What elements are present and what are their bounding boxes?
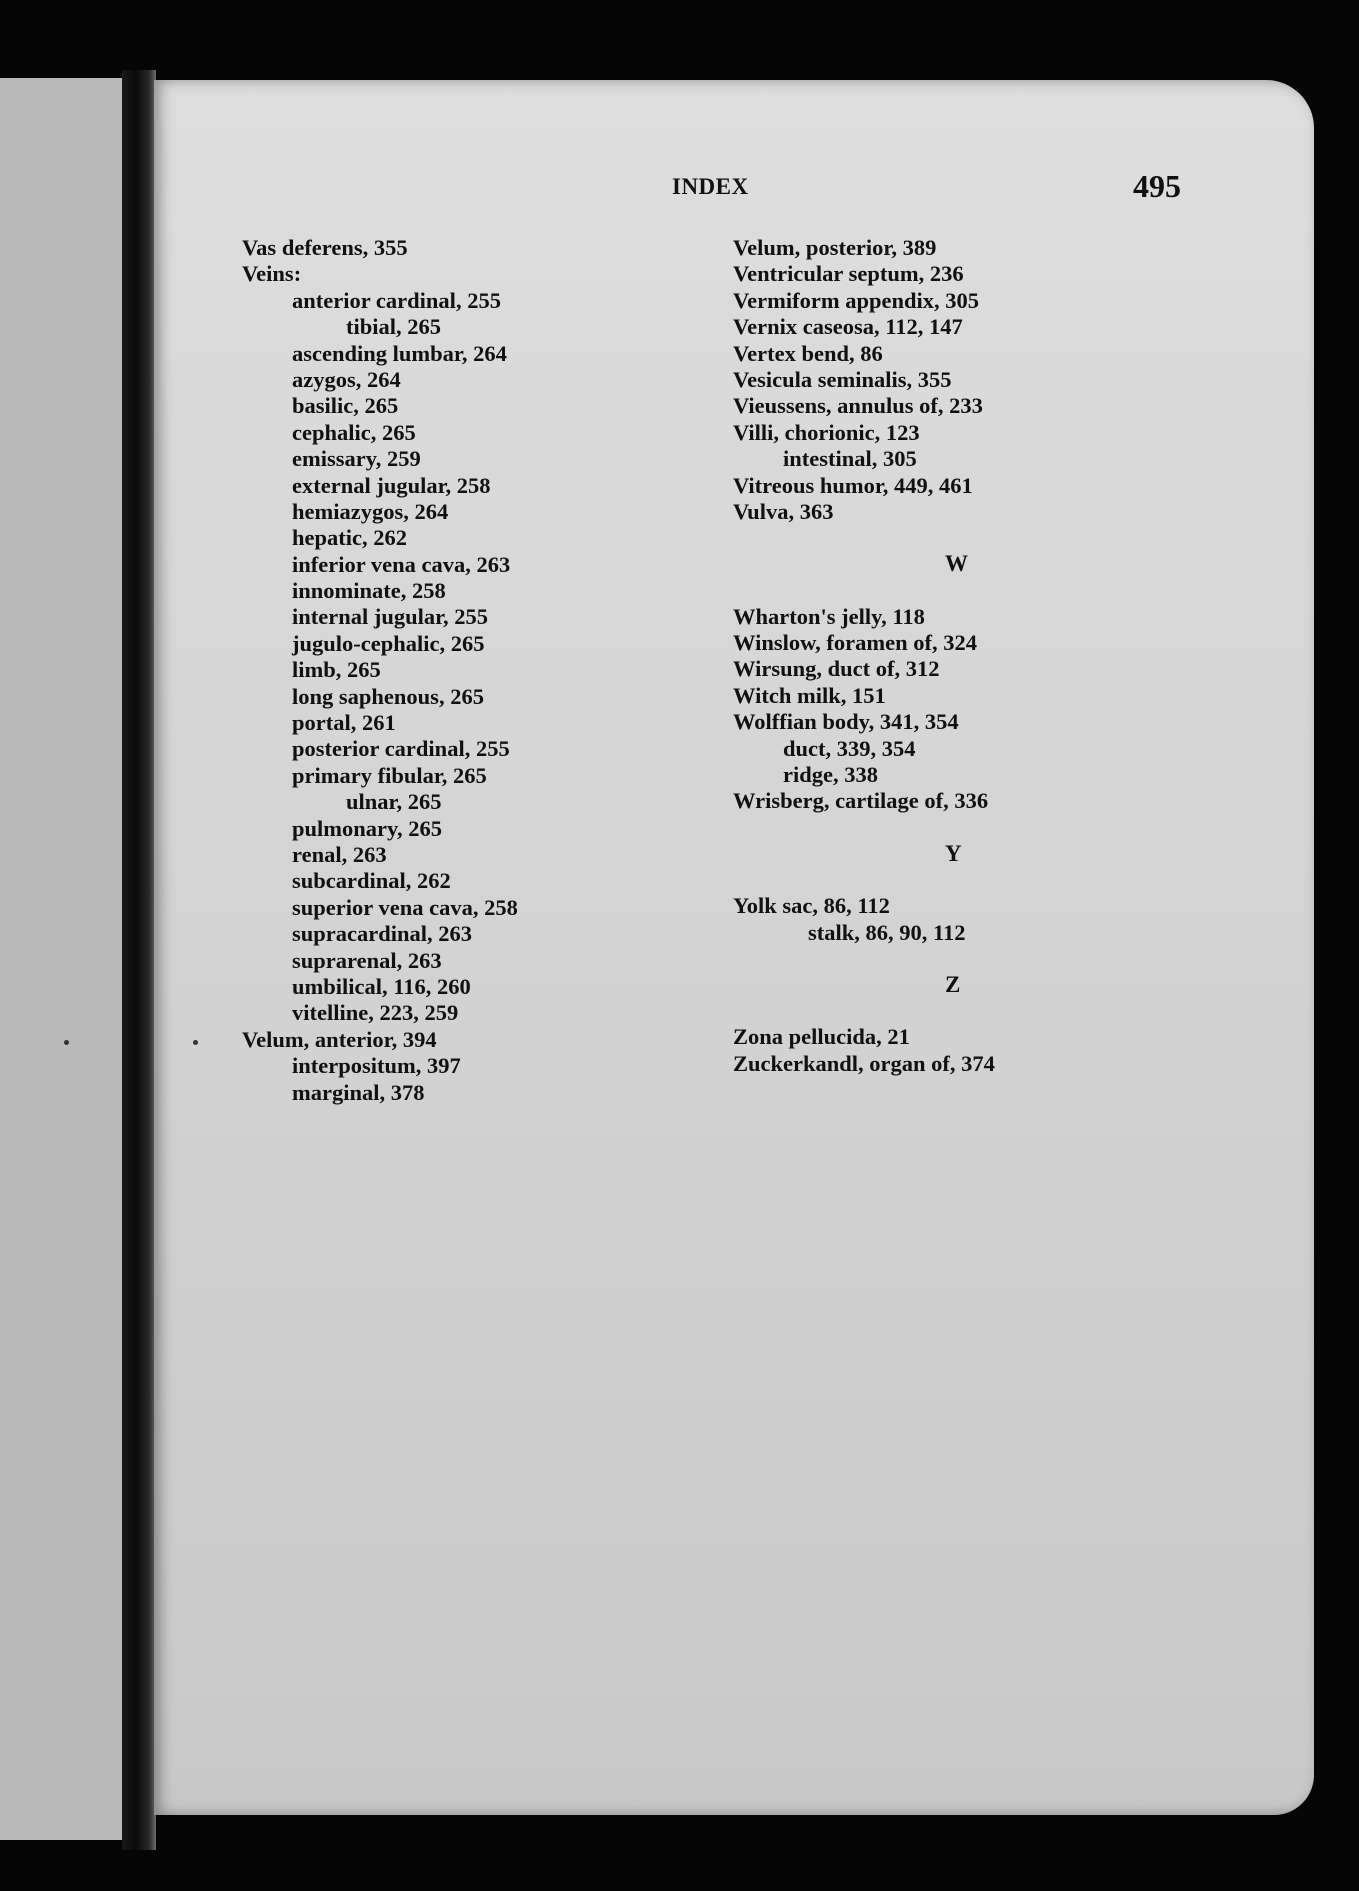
index-entry: Vas deferens, 355: [242, 235, 408, 260]
index-entry: Ventricular septum, 236: [733, 261, 964, 287]
index-entry: Witch milk, 151: [733, 682, 886, 708]
index-entry: long saphenous, 265: [292, 683, 484, 709]
page-number: 495: [1133, 168, 1181, 204]
index-entry: limb, 265: [292, 657, 381, 683]
index-entry: duct, 339, 354: [783, 735, 916, 761]
index-entry: marginal, 378: [292, 1079, 425, 1105]
index-entry: emissary, 259: [292, 446, 421, 472]
index-entry: inferior vena cava, 263: [292, 551, 511, 577]
index-entry: hepatic, 262: [292, 525, 407, 551]
index-entry: Zona pellucida, 21: [733, 1024, 910, 1050]
index-entry: superior vena cava, 258: [292, 894, 518, 920]
index-entry: innominate, 258: [292, 578, 446, 604]
page-title: INDEX: [672, 174, 749, 199]
section-letter: Z: [945, 971, 961, 997]
index-entry: portal, 261: [292, 710, 396, 736]
index-entry: Yolk sac, 86, 112: [733, 893, 890, 919]
index-entry: primary fibular, 265: [292, 762, 487, 788]
index-entry: renal, 263: [292, 841, 387, 867]
section-letter: W: [945, 551, 968, 577]
index-entry: ulnar, 265: [346, 789, 442, 815]
index-entry: Wolffian body, 341, 354: [733, 709, 959, 735]
index-entry: Veins:: [242, 261, 302, 287]
speck: [193, 1040, 198, 1045]
index-entry: intestinal, 305: [783, 446, 917, 472]
index-entry: stalk, 86, 90, 112: [808, 919, 966, 945]
facing-page-edge: [0, 78, 122, 1840]
index-entry: jugulo-cephalic, 265: [292, 630, 485, 656]
section-letter: Y: [945, 840, 962, 866]
index-entry: tibial, 265: [346, 314, 442, 340]
book-spine: [122, 70, 156, 1850]
index-entry: Winslow, foramen of, 324: [733, 630, 977, 656]
index-entry: Villi, chorionic, 123: [733, 419, 920, 445]
index-entry: Vermiform appendix, 305: [733, 287, 980, 313]
index-entry: anterior cardinal, 255: [292, 287, 501, 313]
index-entry: Vertex bend, 86: [733, 340, 883, 366]
index-entry: Velum, posterior, 389: [733, 235, 937, 260]
speck: [64, 1040, 69, 1045]
index-entry: hemiazygos, 264: [292, 498, 449, 524]
index-entry: vitelline, 223, 259: [292, 1000, 459, 1026]
index-entry: internal jugular, 255: [292, 604, 489, 630]
index-entry: Wirsung, duct of, 312: [733, 656, 940, 682]
index-entry: ridge, 338: [783, 762, 878, 788]
index-entry: Vernix caseosa, 112, 147: [733, 314, 963, 340]
index-entry: pulmonary, 265: [292, 815, 443, 841]
index-entry: cephalic, 265: [292, 419, 416, 445]
index-entry: Wharton's jelly, 118: [733, 603, 925, 629]
index-entry: Velum, anterior, 394: [242, 1026, 437, 1052]
index-entry: interpositum, 397: [292, 1053, 461, 1079]
index-entry: Vulva, 363: [733, 498, 834, 524]
index-entry: posterior cardinal, 255: [292, 736, 510, 762]
index-column-right: [733, 235, 1293, 1077]
index-entry: suprarenal, 263: [292, 947, 442, 973]
index-entry: supracardinal, 263: [292, 921, 473, 947]
index-entry: Vieussens, annulus of, 233: [733, 393, 983, 419]
index-entry: ascending lumbar, 264: [292, 340, 507, 366]
index-column-left: [242, 235, 762, 1106]
index-entry: subcardinal, 262: [292, 868, 451, 894]
index-entry: Wrisberg, cartilage of, 336: [733, 788, 989, 814]
index-entry: umbilical, 116, 260: [292, 973, 471, 999]
index-entry: basilic, 265: [292, 393, 399, 419]
index-entry: azygos, 264: [292, 366, 401, 392]
index-entry: Vitreous humor, 449, 461: [733, 472, 973, 498]
index-entry: external jugular, 258: [292, 472, 491, 498]
index-entry: Vesicula seminalis, 355: [733, 366, 952, 392]
index-entry: Zuckerkandl, organ of, 374: [733, 1050, 995, 1076]
